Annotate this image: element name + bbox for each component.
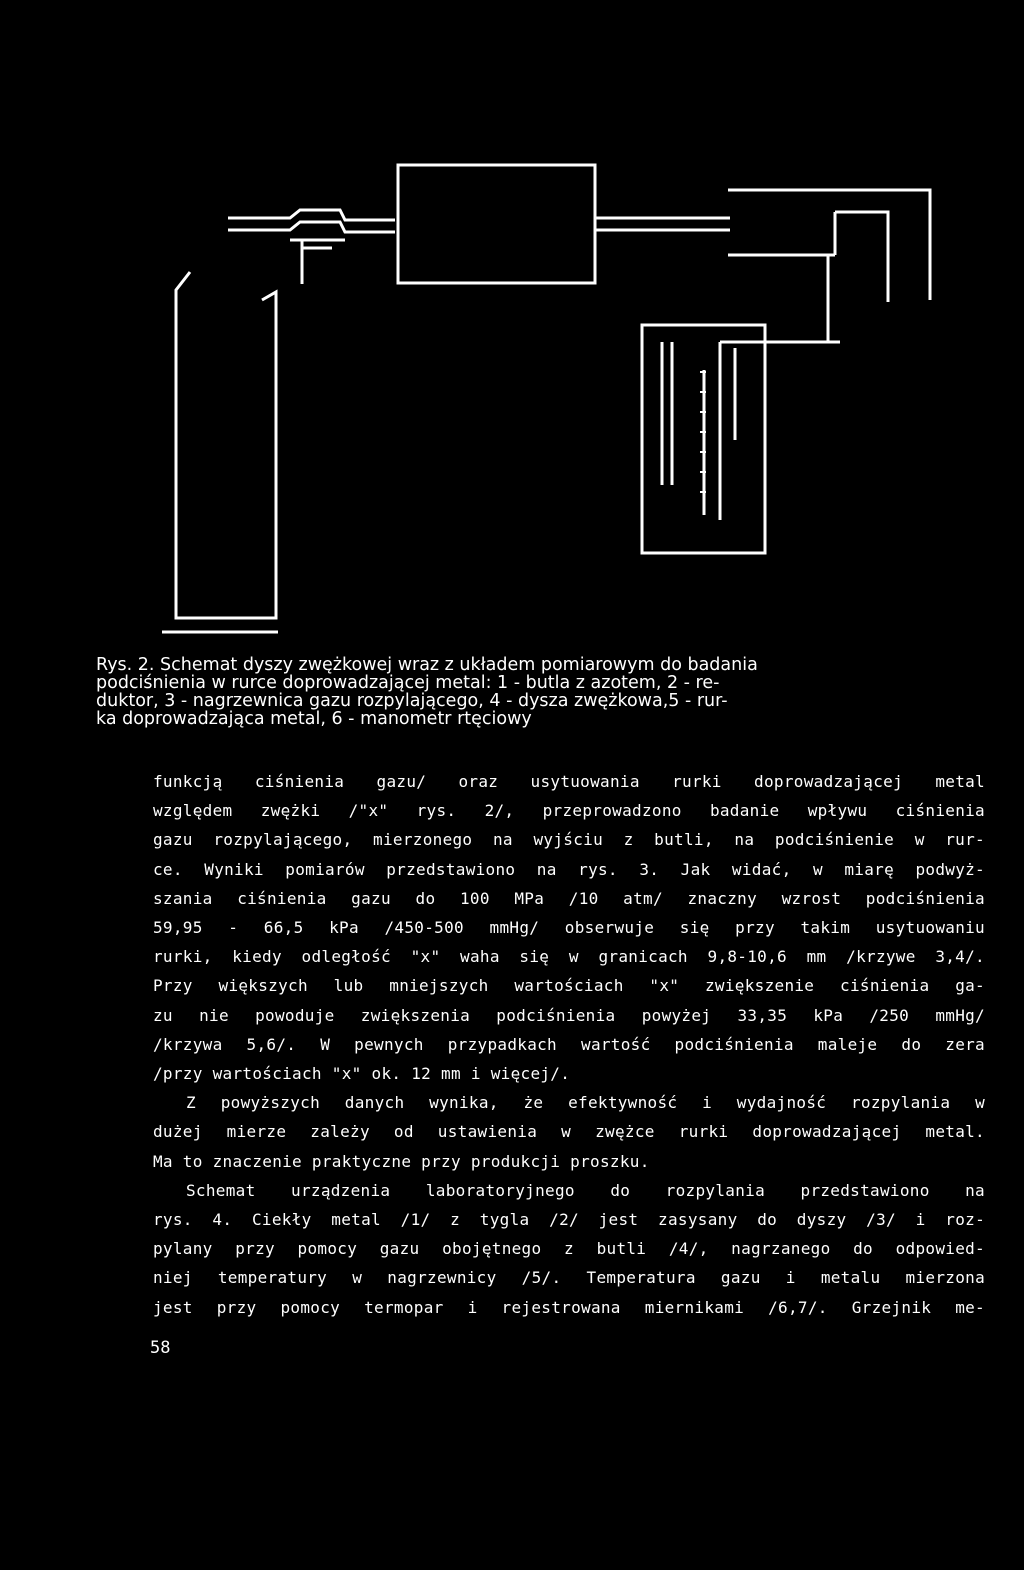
text-line: jest przy pomocy termopar i rejestrowana miernikami /6,7/. Grzejnik me- [153,1297,985,1317]
caption-line: Rys. 2. Schemat dyszy zwężkowej wraz z układem pomiarowym do badania [96,655,758,675]
text-line: niej temperatury w nagrzewnicy /5/. Temperatura gazu i metalu mierzona [153,1268,985,1288]
gas-cylinder [176,272,276,618]
text-line: rurki, kiedy odległość "x" waha się w granicach 9,8-10,6 mm /krzywe 3,4/. [153,947,985,967]
text-line: funkcją ciśnienia gazu/ oraz usytuowania rurki doprowadzającej metal [153,772,985,791]
body-text [153,767,985,1322]
reducer [228,210,395,220]
text-line: 59,95 - 66,5 kPa /450-500 mmHg/ obserwuje się przy takim usytuowaniu [153,918,985,938]
text-line: Z powyższych danych wynika, że efektywność i wydajność rozpylania w [186,1093,985,1113]
apparatus-diagram [0,0,1024,650]
text-line: zu nie powoduje zwiększenia podciśnienia powyżej 33,35 kPa /250 mmHg/ [153,1005,985,1025]
text-line: rys. 4. Ciekły metal /1/ z tygla /2/ jest zasysany do dyszy /3/ i roz- [153,1210,985,1230]
text-line: Ma to znaczenie praktyczne przy produkcji proszku. [153,1151,650,1171]
text-line: ce. Wyniki pomiarów przedstawiono na rys. 3. Jak widać, w miarę podwyż- [153,859,985,879]
text-line: względem zwężki /"x" rys. 2/, przeprowadzono badanie wpływu ciśnienia [153,801,985,821]
text-line: gazu rozpylającego, mierzonego na wyjściu z butli, na podciśnienie w rur- [153,830,985,850]
text-line: /przy wartościach "x" ok. 12 mm i więcej/. [153,1064,571,1084]
text-line: Przy większych lub mniejszych wartościach "x" zwiększenie ciśnienia ga- [153,976,985,996]
text-line: Schemat urządzenia laboratoryjnego do rozpylania przedstawiono na [186,1180,985,1200]
figure-caption [96,656,986,728]
caption-line: ka doprowadzająca metal, 6 - manometr rtęciowy [96,709,532,729]
text-line: szania ciśnienia gazu do 100 MPa /10 atm/ znaczny wzrost podciśnienia [153,888,985,908]
caption-line: duktor, 3 - nagrzewnica gazu rozpylającego, 4 - dysza zwężkowa,5 - rur- [96,691,728,711]
text-line: dużej mierze zależy od ustawienia w zwężce rurki doprowadzającej metal. [153,1122,985,1142]
text-line: /krzywa 5,6/. W pewnych przypadkach wartość podciśnienia maleje do zera [153,1034,985,1054]
gas-heater [398,165,595,283]
page-number: 58 [150,1338,171,1358]
text-line: pylany przy pomocy gazu obojętnego z butli /4/, nagrzanego do odpowied- [153,1239,985,1259]
caption-line: podciśnienia w rurce doprowadzającej metal: 1 - butla z azotem, 2 - re- [96,673,720,693]
